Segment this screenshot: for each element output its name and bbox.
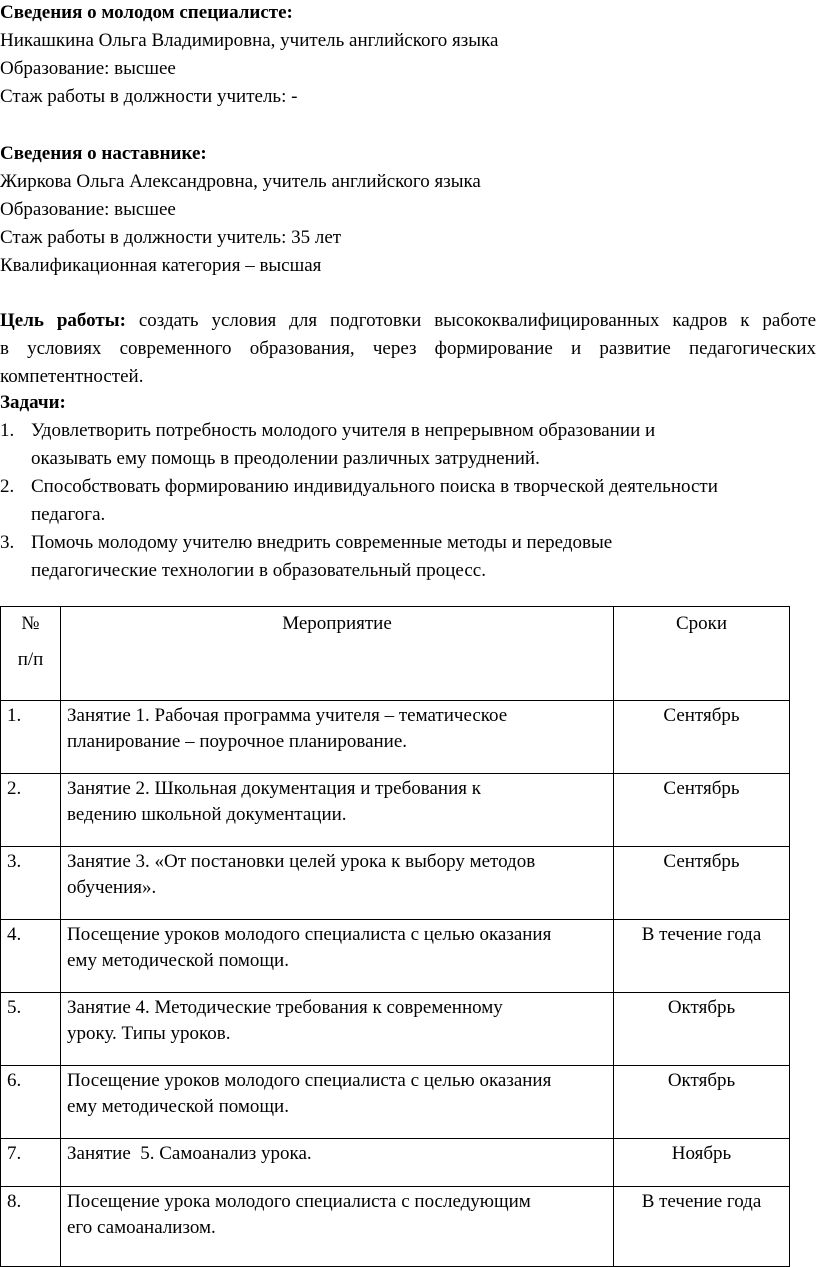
row-event-line-1: Занятие 5. Самоанализ урока. (67, 1143, 312, 1164)
row-term: Сентябрь (614, 774, 790, 847)
row-term: Октябрь (614, 993, 790, 1066)
row-term: Сентябрь (614, 847, 790, 920)
header-event: Мероприятие (61, 607, 614, 701)
mentor-name: Жиркова Ольга Александровна, учитель английского языка (0, 171, 481, 192)
row-event-line-1: Занятие 1. Рабочая программа учителя – тематическое (67, 705, 508, 726)
row-event-line-2: уроку. Типы уроков. (67, 1023, 231, 1044)
row-num: 4. (1, 920, 61, 993)
table-row (1, 774, 790, 847)
row-event (61, 993, 614, 1066)
table-row (1, 993, 790, 1066)
tasks-heading: Задачи: (0, 392, 66, 413)
table-header-row (1, 607, 790, 701)
header-num (1, 607, 61, 701)
row-term: Ноябрь (614, 1139, 790, 1187)
task-text: Удовлетворить потребность молодого учителя в непрерывном образовании и (31, 420, 656, 441)
mentor-category: Квалификационная категория – высшая (0, 255, 322, 276)
row-event-line-2: планирование – поурочное планирование. (67, 731, 408, 752)
row-num: 3. (1, 847, 61, 920)
specialist-heading: Сведения о молодом специалисте: (0, 2, 293, 23)
row-event-line-1: Занятие 2. Школьная документация и требования к (67, 778, 481, 799)
row-term: В течение года (614, 1187, 790, 1267)
row-num: 1. (1, 701, 61, 774)
specialist-name: Никашкина Ольга Владимировна, учитель английского языка (0, 30, 499, 51)
row-num: 8. (1, 1187, 61, 1267)
row-event (61, 920, 614, 993)
mentor-experience: Стаж работы в должности учитель: 35 лет (0, 227, 342, 248)
row-event (61, 847, 614, 920)
row-event (61, 1187, 614, 1267)
row-term: Сентябрь (614, 701, 790, 774)
row-num: 2. (1, 774, 61, 847)
row-event-line-2: ему методической помощи. (67, 1096, 289, 1117)
row-event-line-1: Посещение урока молодого специалиста с последующим (67, 1191, 531, 1212)
task-text: педагога. (31, 504, 106, 525)
row-num: 5. (1, 993, 61, 1066)
row-event (61, 1139, 614, 1187)
row-term: Октябрь (614, 1066, 790, 1139)
goal-line-2: в условиях современного образования, через формирование и развитие педагогических (0, 338, 816, 359)
row-event (61, 774, 614, 847)
row-event-line-1: Занятие 3. «От постановки целей урока к выбору методов (67, 851, 536, 872)
row-event-line-1: Посещение уроков молодого специалиста с целью оказания (67, 1070, 552, 1091)
plan-table (0, 606, 790, 1267)
row-event-line-1: Посещение уроков молодого специалиста с целью оказания (67, 924, 552, 945)
row-event (61, 701, 614, 774)
task-text: Способствовать формированию индивидуального поиска в творческой деятельности (31, 476, 718, 497)
specialist-experience: Стаж работы в должности учитель: - (0, 86, 298, 107)
row-num: 6. (1, 1066, 61, 1139)
header-num-line-1: № (21, 613, 40, 634)
table-row (1, 1139, 790, 1187)
row-event-line-2: ведению школьной документации. (67, 804, 347, 825)
row-event-line-1: Занятие 4. Методические требования к современному (67, 997, 503, 1018)
table-row (1, 1066, 790, 1139)
mentor-education: Образование: высшее (0, 199, 176, 220)
header-num-line-2: п/п (17, 649, 44, 670)
table-row (1, 701, 790, 774)
goal-line-3: компетентностей. (0, 366, 144, 387)
table-row (1, 847, 790, 920)
row-term: В течение года (614, 920, 790, 993)
row-num: 7. (1, 1139, 61, 1187)
row-event (61, 1066, 614, 1139)
row-event-line-2: ему методической помощи. (67, 950, 289, 971)
mentor-heading: Сведения о наставнике: (0, 143, 207, 164)
goal-line-1 (0, 308, 816, 334)
header-term: Сроки (614, 607, 790, 701)
table-row (1, 1187, 790, 1267)
task-number: 2. (0, 476, 15, 497)
row-event-line-2: обучения». (67, 877, 157, 898)
task-text: педагогические технологии в образовательный процесс. (31, 560, 486, 581)
task-text: оказывать ему помощь в преодолении различных затруднений. (31, 448, 540, 469)
goal-label: Цель работы: (0, 310, 126, 331)
task-number: 1. (0, 420, 15, 441)
specialist-education: Образование: высшее (0, 58, 176, 79)
row-event-line-2: его самоанализом. (67, 1217, 216, 1238)
goal-text-1: создать условия для подготовки высококвалифицированных кадров к работе (125, 310, 816, 331)
task-number: 3. (0, 532, 15, 553)
task-text: Помочь молодому учителю внедрить современные методы и передовые (31, 532, 613, 553)
table-row (1, 920, 790, 993)
